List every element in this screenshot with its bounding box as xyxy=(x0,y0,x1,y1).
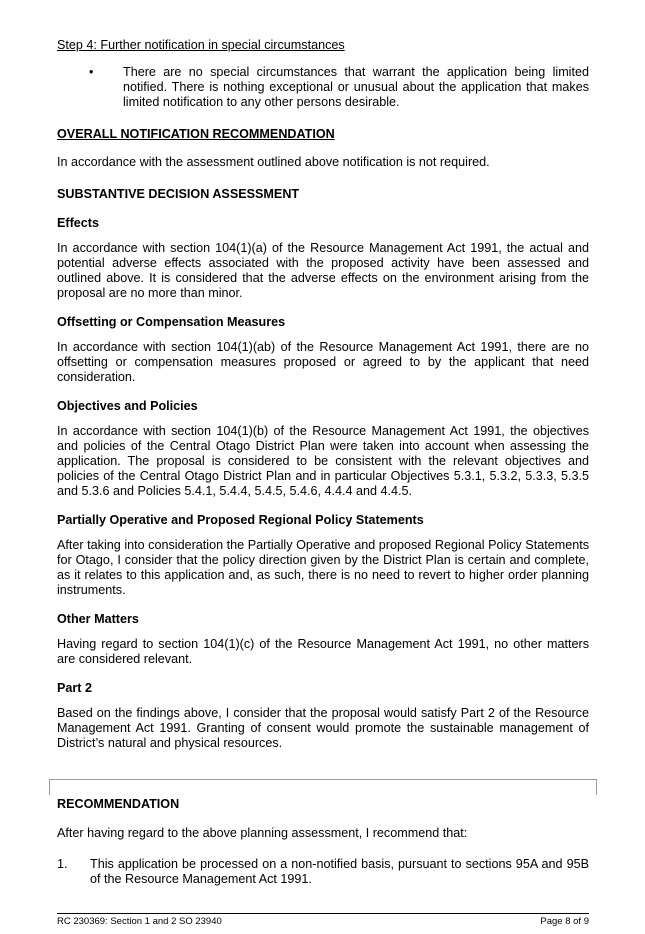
recommendation-item xyxy=(57,857,589,887)
section-other-matters xyxy=(57,612,589,667)
bullet-icon: • xyxy=(89,65,94,79)
section-text: Based on the findings above, I consider that the proposal would satisfy Part 2 of the Resource Management Act 1991. Granting of consent would promote the sustainable management of District’s natural and physical resources. xyxy=(57,706,589,750)
footer-divider xyxy=(57,913,589,914)
substantive-decision-heading: SUBSTANTIVE DECISION ASSESSMENT xyxy=(57,187,300,201)
section-heading: Other Matters xyxy=(57,612,139,626)
section-objectives-policies xyxy=(57,399,589,499)
recommendation-intro: After having regard to the above planning assessment, I recommend that: xyxy=(57,826,468,840)
section-heading: Part 2 xyxy=(57,681,93,695)
section-regional-policy xyxy=(57,513,589,598)
section-text: Having regard to section 104(1)(c) of the Resource Management Act 1991, no other matters are considered relevant. xyxy=(57,637,589,666)
document-body xyxy=(57,38,589,751)
footer-page-number: Page 8 of 9 xyxy=(540,916,589,927)
section-heading: Effects xyxy=(57,216,99,230)
section-effects xyxy=(57,216,589,301)
overall-notification-text: In accordance with the assessment outlined above notification is not required. xyxy=(57,155,490,169)
recommendation-heading: RECOMMENDATION xyxy=(57,797,180,811)
overall-notification-heading: OVERALL NOTIFICATION RECOMMENDATION xyxy=(57,127,335,141)
footer-reference: RC 230369: Section 1 and 2 SO 23940 xyxy=(57,916,222,927)
section-text: In accordance with section 104(1)(a) of the Resource Management Act 1991, the actual and potential adverse effects associated with the proposed activity have been assessed and outlined above. It is considered that the adverse effects on the environment arising from the proposal are no more than minor. xyxy=(57,241,589,300)
section-heading: Objectives and Policies xyxy=(57,399,198,413)
section-text: In accordance with section 104(1)(b) of the Resource Management Act 1991, the objectives and policies of the Central Otago District Plan were taken into account when assessing the application. The proposal is considered to be consistent with the relevant objectives and policies of the Central Otago District Plan and in particular Objectives 5.3.1, 5.3.2, 5.3.3, 5.3.5 and 5.3.6 and Policies 5.4.1, 5.4.4, 5.4.5, 5.4.6, 4.4.4 and 4.4.5. xyxy=(57,424,589,498)
section-text: After taking into consideration the Partially Operative and proposed Regional Policy Statements for Otago, I consider that the policy direction given by the District Plan is certain and complete, as it relates to this application and, as such, there is no need to revert to higher order planning instruments. xyxy=(57,538,589,597)
section-heading: Partially Operative and Proposed Regional Policy Statements xyxy=(57,513,424,527)
recommendation-item-text: This application be processed on a non-notified basis, pursuant to sections 95A and 95B of the Resource Management Act 1991. xyxy=(90,857,589,886)
recommendation-item-number: 1. xyxy=(57,857,68,871)
step4-bullet-text: There are no special circumstances that warrant the application being limited notified. There is nothing exceptional or unusual about the application that makes limited notification to any other persons desirable. xyxy=(123,65,589,109)
section-divider-box xyxy=(49,779,597,795)
section-heading: Offsetting or Compensation Measures xyxy=(57,315,286,329)
section-offsetting xyxy=(57,315,589,385)
section-text: In accordance with section 104(1)(ab) of the Resource Management Act 1991, there are no offsetting or compensation measures proposed or agreed to by the applicant that need consideration. xyxy=(57,340,589,384)
section-part-2 xyxy=(57,681,589,751)
recommendation-block xyxy=(57,797,589,887)
step4-heading: Step 4: Further notification in special circumstances xyxy=(57,38,345,52)
step4-bullet-item xyxy=(57,65,589,110)
